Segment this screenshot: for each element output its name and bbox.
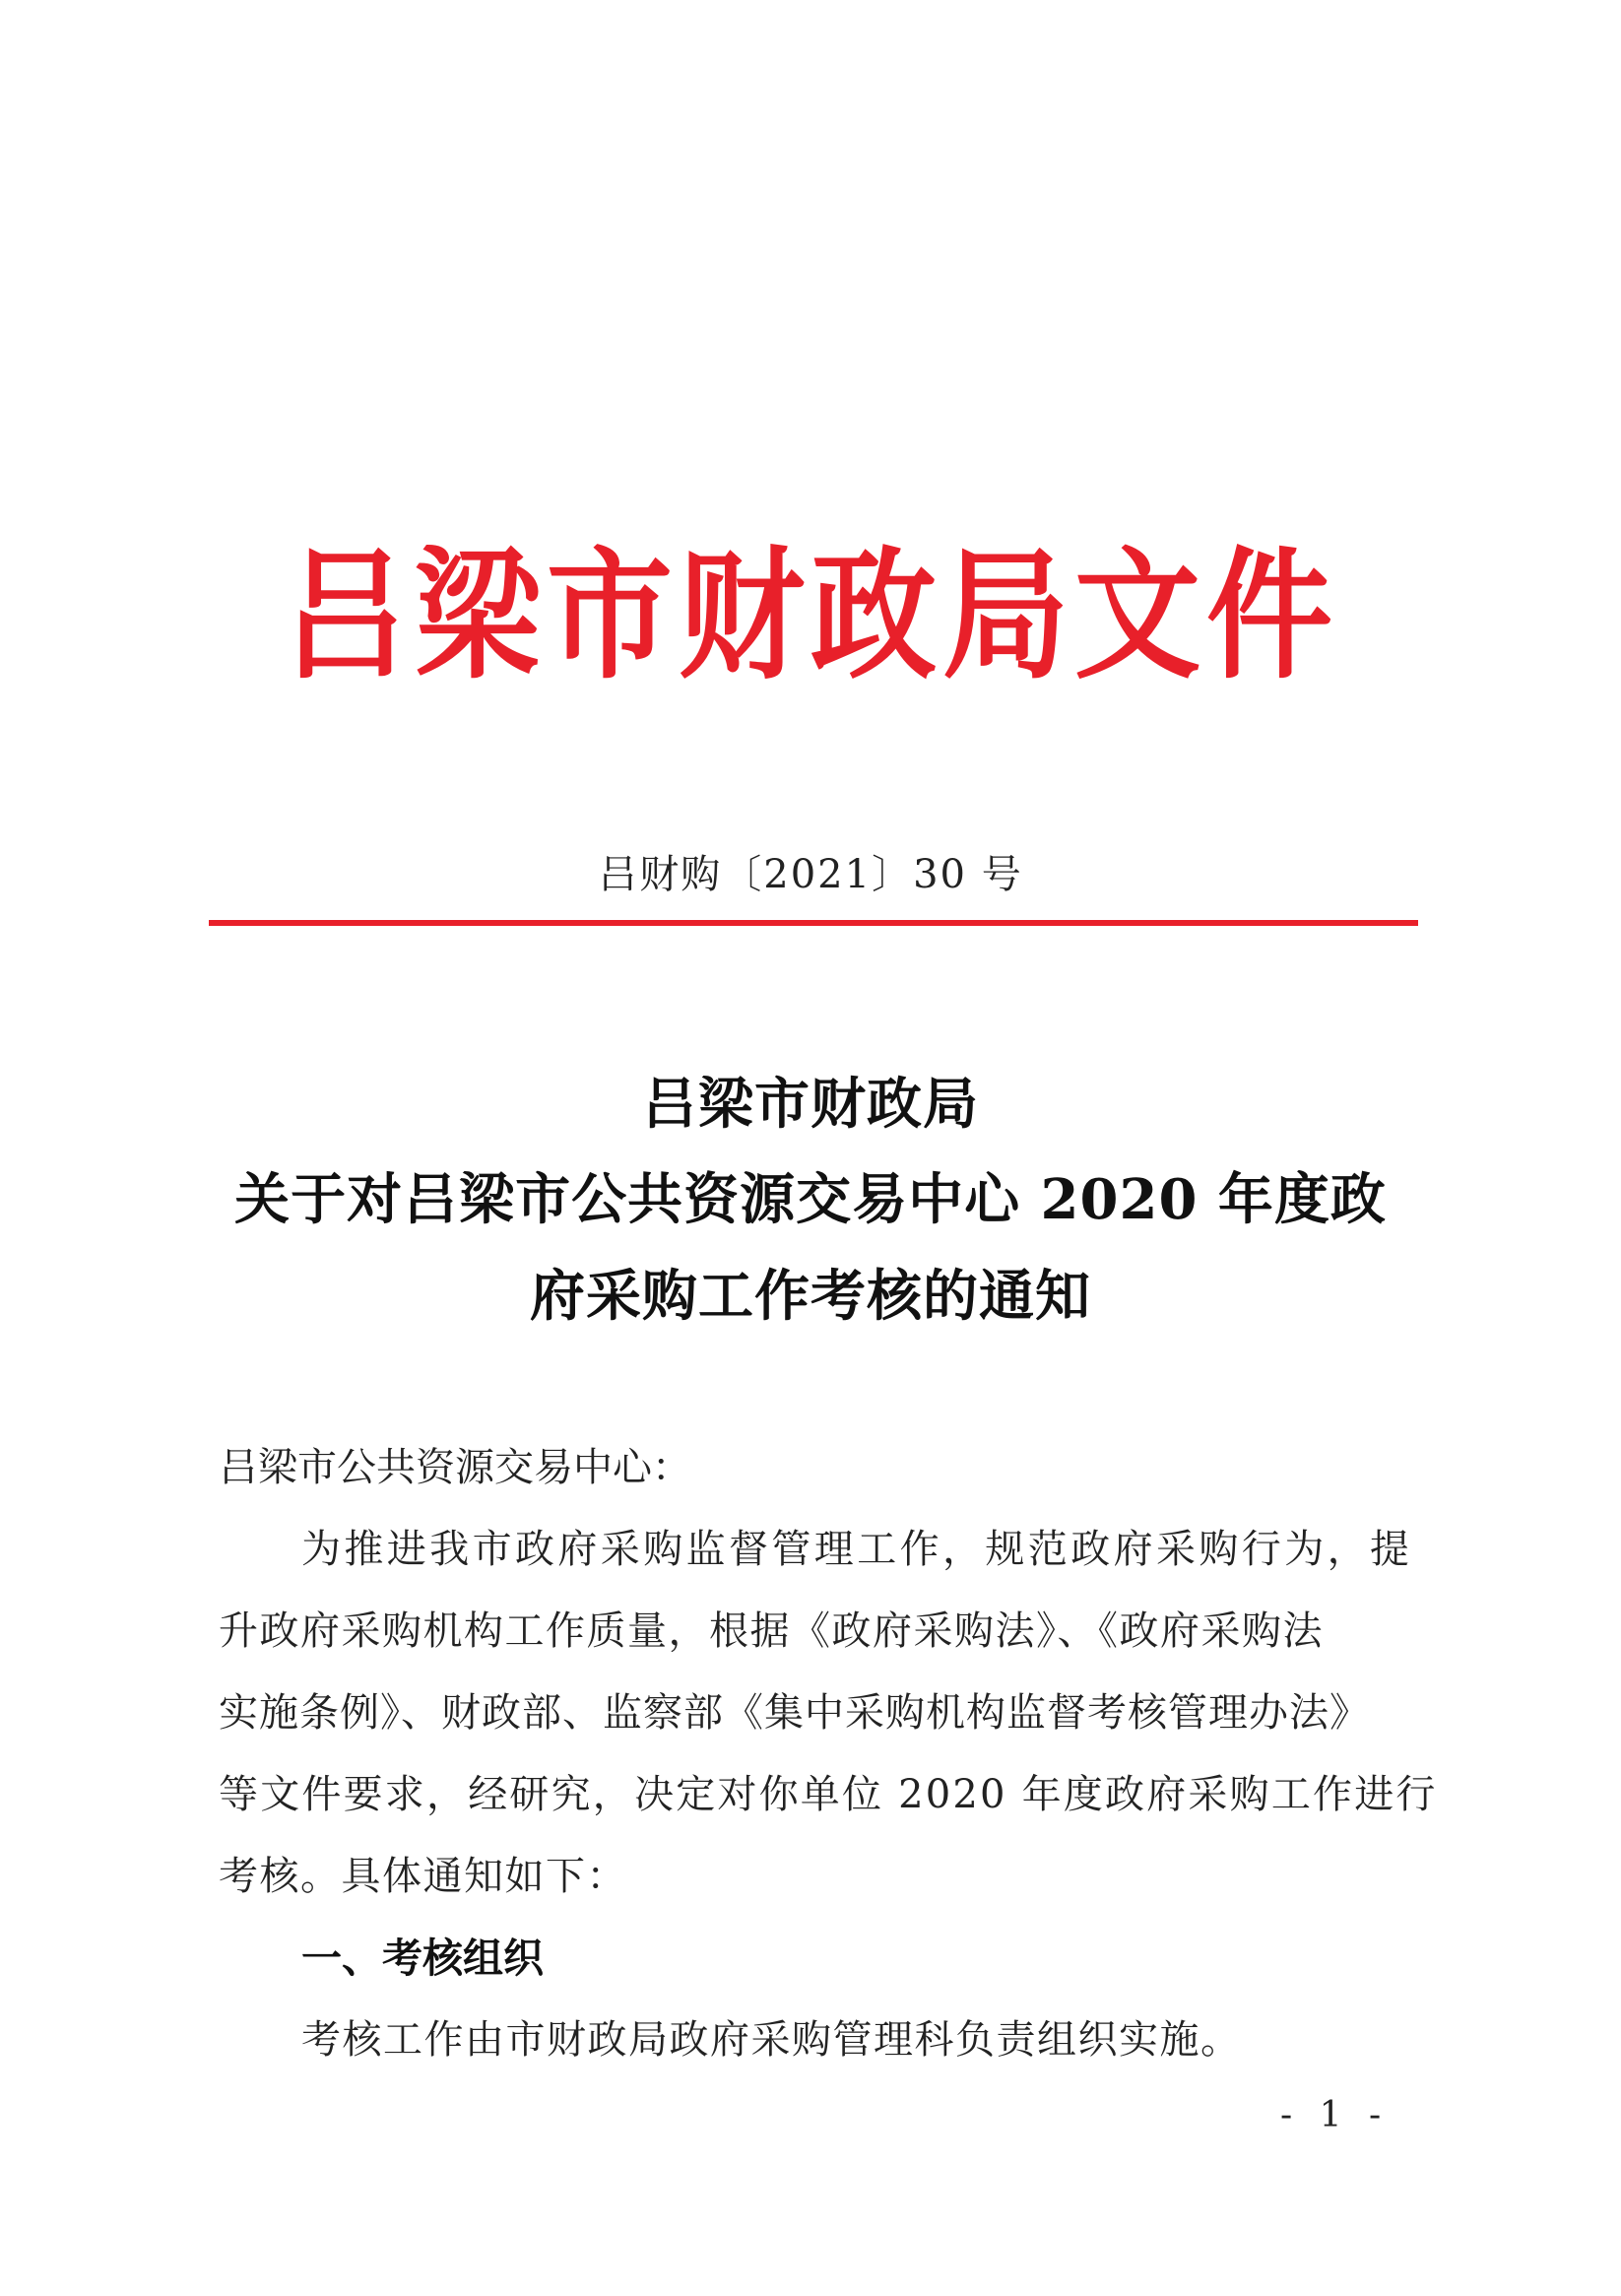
- paragraph-line: 升政府采购机构工作质量，根据《政府采购法》、《政府采购法: [219, 1608, 1324, 1654]
- section-heading: 一、考核组织: [301, 1935, 544, 1982]
- document-number: 吕财购〔2021〕30 号: [598, 852, 1023, 897]
- paragraph-line: 为推进我市政府采购监督管理工作，规范政府采购行为，提: [301, 1527, 1413, 1572]
- salutation: 吕梁市公共资源交易中心：: [219, 1445, 691, 1490]
- paragraph-line: 考核。具体通知如下：: [219, 1854, 627, 1899]
- paragraph-line: 等文件要求，经研究，决定对你单位 2020 年度政府采购工作进行: [219, 1772, 1438, 1817]
- section-text: 考核工作由市财政局政府采购管理科负责组织实施。: [301, 2017, 1242, 2063]
- notice-title-line-3: 府采购工作考核的通知: [530, 1264, 1091, 1329]
- paragraph-line: 实施条例》、财政部、监察部《集中采购机构监督考核管理办法》: [219, 1690, 1370, 1736]
- notice-title-line-2: 关于对吕梁市公共资源交易中心 2020 年度政: [234, 1167, 1387, 1232]
- page-number: - 1 -: [1280, 2095, 1390, 2135]
- notice-title-line-1: 吕梁市财政局: [642, 1072, 979, 1137]
- masthead-title: 吕梁市财政局文件: [282, 534, 1338, 699]
- red-divider-line: [209, 920, 1418, 926]
